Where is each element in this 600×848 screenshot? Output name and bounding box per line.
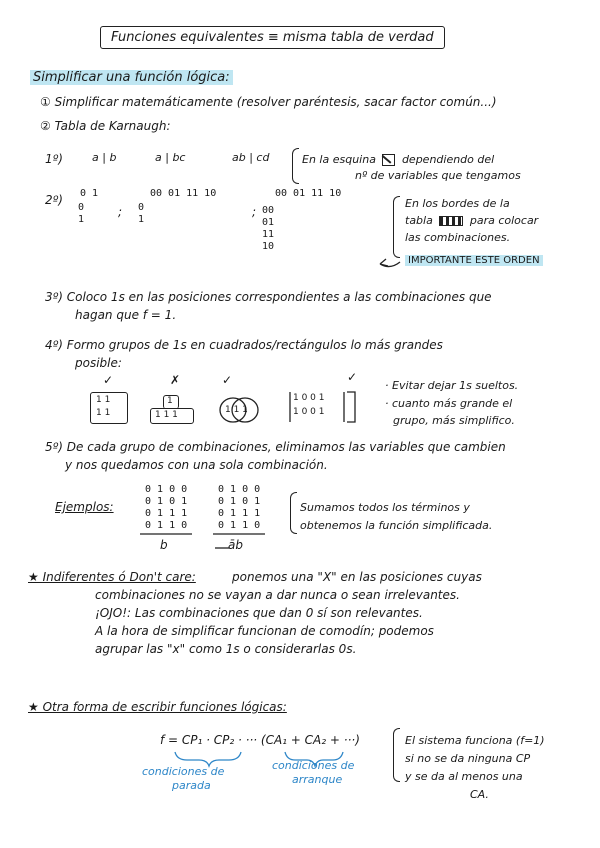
step1-note-c: nº de variables que tengamos [355, 169, 521, 182]
group-column-values: 1 0 0 1 1 0 0 1 [293, 393, 325, 417]
alt-note-c: y se da al menos una [405, 770, 523, 783]
item-karnaugh: ② Tabla de Karnaugh: [40, 119, 171, 133]
step2-label: 2º) [45, 193, 63, 207]
dont-care-line-2: combinaciones no se vayan a dar nunca o sean irrelevantes. [95, 588, 460, 602]
dont-care-line-4: A la hora de simplificar funcionan de comodín; podemos [95, 624, 434, 638]
item-simplify: ① Simplificar matemáticamente (resolver paréntesis, sacar factor común...) [40, 95, 497, 109]
sep-1: ; [118, 205, 123, 219]
brace [393, 728, 400, 782]
rule-c: grupo, más simplifico. [393, 414, 515, 427]
important-order: IMPORTANTE ESTE ORDEN [405, 253, 543, 268]
kvar-3: a | bc [155, 151, 186, 164]
dont-care-heading: ★ Indiferentes ó Don't care: [28, 570, 196, 584]
example-1-result: b [160, 538, 168, 552]
k4-col-head: 00 01 11 10 [275, 188, 342, 199]
dont-care-line-1: ponemos una "X" en las posiciones cuyas [232, 570, 482, 584]
alt-note-a: El sistema funciona (f=1) [405, 734, 545, 747]
rule-b: · cuanto más grande el [385, 397, 513, 410]
formula: f = CP₁ · CP₂ · ··· (CA₁ + CA₂ + ···) [160, 733, 360, 747]
step5-line-b: y nos quedamos con una sola combinación. [65, 458, 328, 472]
label-stop-b: parada [172, 779, 211, 792]
alt-note-d: CA. [470, 788, 489, 801]
step3-line-a: 3º) Coloco 1s en las posiciones correspondientes a las combinaciones que [45, 290, 492, 304]
example-2-result: āb [228, 538, 243, 552]
example-1-table: 0 1 0 0 0 1 0 1 0 1 1 1 0 1 1 0 [145, 484, 188, 531]
step5-line-a: 5º) De cada grupo de combinaciones, eliminamos las variables que cambien [45, 440, 506, 454]
mark-bad: ✗ [170, 373, 181, 387]
dont-care-line-3: ¡OJO!: Las combinaciones que dan 0 sí son relevantes. [95, 606, 423, 620]
mark-ok: ✓ [103, 373, 114, 387]
mark-ok: ✓ [347, 370, 358, 384]
label-stop-a: condiciones de [142, 765, 225, 778]
step2-note-a: En los bordes de la [405, 197, 510, 210]
group-example-t: 1 1 1 [150, 408, 194, 424]
step3-line-b: hagan que f = 1. [75, 308, 177, 322]
page-title: Funciones equivalentes ≡ misma tabla de verdad [100, 26, 445, 49]
k4-row-head: 00 01 11 10 [262, 205, 275, 252]
k3-col-head: 00 01 11 10 [150, 188, 217, 199]
group-oval-values: 1 1 1 [225, 405, 248, 415]
section1-heading: Simplificar una función lógica: [30, 70, 233, 85]
example-2-table: 0 1 0 0 0 1 0 1 0 1 1 1 0 1 1 0 [218, 484, 261, 531]
arrow-icon [380, 259, 400, 267]
label-start-a: condiciones de [272, 759, 355, 772]
step2-note-d: las combinaciones. [405, 231, 511, 244]
dont-care-line-5: agrupar las "x" como 1s o considerarlas 0s. [95, 642, 357, 656]
examples-note-b: obtenemos la función simplificada. [300, 519, 493, 532]
step4-line-b: posible: [75, 356, 122, 370]
k3-row-head: 0 1 [138, 202, 145, 225]
examples-note-a: Sumamos todos los términos y [300, 501, 470, 514]
rule-a: · Evitar dejar 1s sueltos. [385, 379, 519, 392]
mark-ok: ✓ [222, 373, 233, 387]
label-start-b: arranque [292, 773, 343, 786]
step1-note-a: En la esquina dependiendo del [302, 153, 495, 166]
examples-label: Ejemplos: [55, 500, 114, 514]
kvar-2: a | b [92, 151, 117, 164]
step1-label: 1º) [45, 152, 63, 166]
k2-col-head: 0 1 [80, 188, 99, 199]
alt-note-b: si no se da ninguna CP [405, 752, 531, 765]
step4-line-a: 4º) Formo grupos de 1s en cuadrados/rectángulos lo más grandes [45, 338, 443, 352]
brace [290, 492, 297, 534]
group-example-t-top: 1 [163, 395, 179, 409]
step2-note-b: tabla para colocar [405, 214, 539, 227]
k2-row-head: 0 1 [78, 202, 85, 225]
kvar-4: ab | cd [232, 151, 270, 164]
group-example-square: 1 1 1 1 [90, 392, 128, 424]
sep-2: ; [252, 205, 257, 219]
alt-form-heading: ★ Otra forma de escribir funciones lógicas: [28, 700, 287, 714]
